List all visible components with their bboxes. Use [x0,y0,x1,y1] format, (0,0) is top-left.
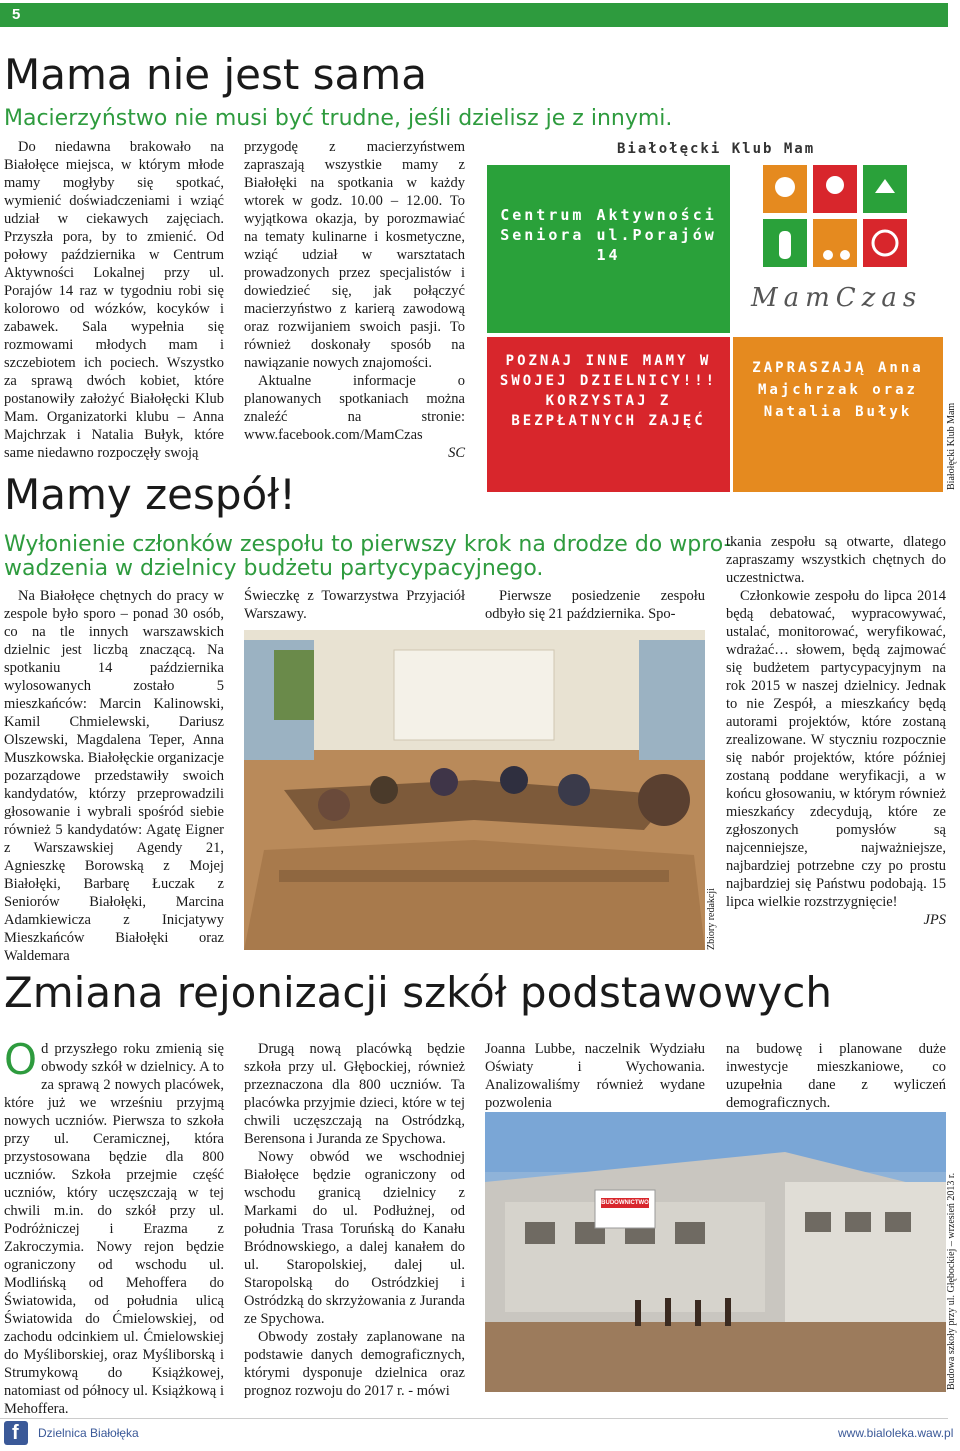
page-number: 5 [12,6,21,23]
article2-paragraph: Na Białołęce chętnych do pracy w zespole było sporo – ponad 30 osób, co na tle innych warszawskich dzielnic jest liczbą znaczącą. Na spotkaniu 14 października wylosowanych zostało 5 mieszkańców: Marcin Kalinowski, Kamil Chmielewski, Dariusz Olszewski, Magdalena Teper, Anna Muszkowska. Białołęckie organizacje pozarządowe przedstawiły swoich kandydatów, którzy przeprowadzili głosowanie i wybrali spośród siebie również 5 kandydatów: Agatę Eigner z Warszawskiej Agendy 21, Agnieszkę Borowską z Mojej Białołęki, Barbarę Łuczak z Seniorów Białołęki, Marcina Adamkiewicza z Inicjatywy Mieszkańców Białołęki oraz Waldemara [4,588,224,964]
facebook-icon[interactable]: f [4,1421,28,1445]
article1-title: Mama nie jest sama [4,50,427,99]
meeting-photo [244,630,705,950]
poster-logo-text: MamCzas [751,283,923,313]
construction-sign-text: EIFFAGE POLSKA BUDOWNICTWO [598,1194,652,1206]
poster-red-text: POZNAJ INNE MAMY W SWOJEJ DZIELNICY!!! KORZYSTAJ Z BEZPŁATNYCH ZAJĘĆ [499,353,718,429]
top-bar [0,3,948,27]
article1-paragraph: Aktualne informacje o planowanych spotkaniach można znaleźć na stronie: www.facebook.com/MamCzas [244,373,465,443]
poster-red-box [487,337,730,492]
article3-paragraph: Drugą nową placówką będzie szkoła przy ul. Głębockiej, również przeznaczona dla 800 uczniów. Ta placówka przyjmie dzieci, które w tej chwili uczęszczają na Ostródzką, Berensona i Juranda ze Spychowa. [244,1041,465,1147]
facebook-link[interactable]: Dzielnica Białołęka [38,1426,139,1440]
meeting-photo-image [244,630,705,950]
article2-signature: JPS [923,912,946,928]
article3-dropcap: O [4,1035,38,1084]
meeting-photo-caption: Zbiory redakcji [706,888,717,950]
article1-column1 [4,138,224,462]
article2-title: Mamy zespół! [4,470,296,519]
article1-column2 [244,138,465,462]
club-poster [487,137,947,492]
article3-column2 [244,1040,465,1400]
footer-divider [0,1418,948,1419]
article1-signature: SC [448,445,465,461]
article3-paragraph: Nowy obwód we wschodniej Białołęce będzie ograniczony od wschodu granicą dzielnicy z Markami do ul. Podłużnej, od południa Trasa Toruńską do Kanału Bródnowskiego, a dalej kanałem do ul. Staropolskiej, dalej ul. Staropolską do Ostródzkiej i Ostródzką do skrzyżowania z Juranda ze Spychowa. [244,1149,465,1327]
article1-subtitle: Macierzyństwo nie musi być trudne, jeśli dzielisz je z innymi. [4,106,673,131]
article2-paragraph: Pierwsze posiedzenie zespołu odbyło się 21 października. Spo- [485,588,705,622]
poster-green-text: Centrum Aktywności Seniora ul.Porajów 14 [500,206,717,264]
poster-green-box [487,165,730,333]
poster-caption: Białołęcki Klub Mam [946,402,957,490]
article2-column3 [485,587,705,623]
article3-paragraph: na budowę i planowane duże inwestycje mieszkaniowe, co uzupełnia dane z wyliczeń demograficznych. [726,1041,946,1111]
article2-column2 [244,587,465,623]
article2-paragraph: Członkowie zespołu do lipca 2014 będą debatować, wypracowywać, ustalać, monitorować, weryfikować, wdrażać… słowem, będą zajmować się budżetem partycypacyjnym na rok 2015 w naszej dzielnicy. Jednak to nie Zespół, a mieszkańcy będą autorami projektów, które zostaną zrealizowane. W styczniu rozpocznie się nabór projektów, które później zostaną poddane weryfikacji, a w końcu głosowaniu, w którym również mieszkańcy zdecydują, które ze zgłoszonych pomysłów są najcenniejsze, najważniejsze, najbardziej potrzebne czy po prostu najbardziej się Państwu podobają. 15 lipca wielkie rozstrzygnięcie! [726,588,946,910]
school-photo-caption: Budowa szkoły przy ul. Głębockiej – wrzesień 2013 r. [946,1172,957,1390]
school-photo-image [485,1112,946,1392]
article2-column4 [726,533,946,929]
article3-paragraph: Obwody zostały zaplanowane na podstawie danych demograficznych, którymi dysponuje dzielnica oraz prognoz rozwoju do 2017 r. - mówi [244,1329,465,1399]
school-photo [485,1112,946,1392]
article1-paragraph: przygodę z macierzyństwem zapraszają wszystkie mamy z Białołęki na spotkania w każdy wtorek w godz. 10.00 – 12.00. To wyjątkowa okazja, by porozmawiać na tematy kulinarne i kosmetyczne, wziąć udział w warsztatach prowadzonych przez specjalistów i dowiedzieć się, jak połączyć macierzyństwo z karierą zawodową oraz rozwijaniem swoich pasji. To również doskonały sposób na nawiązanie nowych znajomości. [244,139,465,371]
article3-paragraph: Joanna Lubbe, naczelnik Wydziału Oświaty i Wychowania. Analizowaliśmy również wydane pozwolenia [485,1041,705,1111]
article2-paragraph: Świeczkę z Towarzystwa Przyjaciół Warszawy. [244,588,465,622]
website-link[interactable]: www.bialoleka.waw.pl [838,1426,954,1440]
article3-paragraph: d przyszłego roku zmienią się obwody szkół w dzielnicy. A to za sprawą 2 nowych placówek, które już we wrześniu przyjmą nowych uczniów. Pierwsza to szkoła przy ul. Ceramicznej, która przystosowana będzie dla 800 uczniów. Szkoła przejmie część uczniów, który uczęszczają w tej chwili m.in. do szkół przy ul. Podróżniczej i Erazma z Zakroczymia. Nowy rejon będzie ograniczony od wschodu ul. Modlińską od Mehoffera do Światowida, od południa ulicą Światowida do Ćmielowskiej, od zachodu odcinkiem ul. Ćmielowskiej do Myśliborskiej, oraz Myśliborską i Strumykową do Książkowej, natomiast od północy ul. Książkową i Mehoffera. [4,1041,224,1417]
poster-header: Białołęcki Klub Mam [617,141,816,157]
article2-subtitle-line: wadzenia w dzielnicy budżetu partycypacyjnego. [4,556,544,581]
article3-column1 [4,1035,224,1418]
article3-title: Zmiana rejonizacji szkół podstawowych [4,968,833,1017]
article2-subtitle [4,533,732,581]
poster-orange-box [733,337,943,492]
poster-orange-text: ZAPRASZAJĄ Anna Majchrzak oraz Natalia Bułyk [752,360,924,420]
poster-logo-area [733,165,943,333]
article2-subtitle-line: Wyłonienie członków zespołu to pierwszy krok na drodze do wpro- [4,532,732,557]
article1-paragraph: Do niedawna brakowało na Białołęce miejsca, w którym młode mamy mogłyby się spotkać, wymienić doświadczeniami i wziąć udział w ciekawych zajęciach. Przyszła pora, by to zmienić. Od połowy października w Centrum Aktywności Lokalnej przy ul. Porajów 14 raz w tygodniu robi się kolorowo od wózków, kocyków i zabawek. Sala wypełnia się rozmowami młodych mam i szczebiotem ich pociech. Wszystko za sprawą dwóch kobiet, które postanowiły założyć Białołęcki Klub Mam. Organizatorki klubu – Anna Majchrzak i Natalia Bułyk, które same niedawno rozpoczęły swoją [4,139,224,461]
article2-paragraph: tkania zespołu są otwarte, dlatego zapraszamy wszystkich chętnych do uczestnictwa. [726,534,946,586]
article3-column3 [485,1040,705,1112]
article2-column1 [4,587,224,965]
